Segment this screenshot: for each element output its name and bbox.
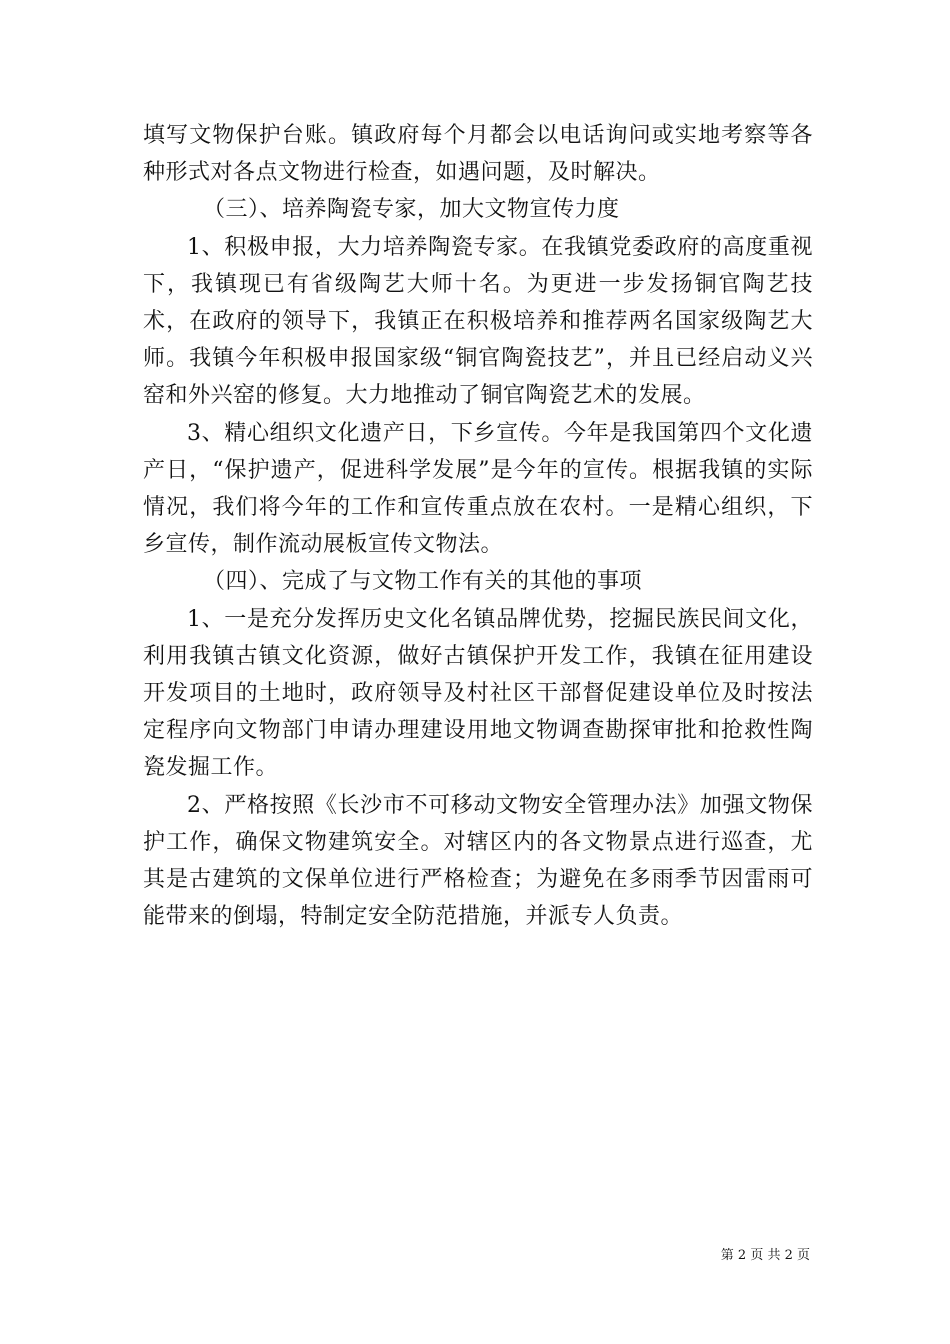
section-heading-four: （四）、完成了与文物工作有关的其他的事项	[203, 569, 643, 595]
paragraph-item-3-heritage-day: 3、精心组织文化遗产日，下乡宣传。今年是我国第四个文化遗产日，“保护遗产，促进科学发展”是今年的宣传。根据我镇的实际情况，我们将今年的工作和宣传重点放在农村。一是精心组织，下乡宣传，制作流动展板宣传文物法。	[143, 420, 813, 558]
paragraph-item-1-culture: 1、一是充分发挥历史文化名镇品牌优势，挖掘民族民间文化，利用我镇古镇文化资源，做好古镇保护开发工作，我镇在征用建设开发项目的土地时，政府领导及村社区干部督促建设单位及时按法定程序向文物部门申请办理建设用地文物调查勘探审批和抢救性陶瓷发掘工作。	[143, 606, 813, 781]
page-number-footer: 第 2 页 共 2 页	[720, 1248, 810, 1263]
section-heading-three: （三）、培养陶瓷专家，加大文物宣传力度	[203, 197, 620, 223]
paragraph-item-1-experts: 1、积极申报，大力培养陶瓷专家。在我镇党委政府的高度重视下，我镇现已有省级陶艺大师十名。为更进一步发扬铜官陶艺技术，在政府的领导下，我镇正在积极培养和推荐两名国家级陶艺大师。我镇今年积极申报国家级“铜官陶瓷技艺”，并且已经启动义兴窑和外兴窑的修复。大力地推动了铜官陶瓷艺术的发展。	[143, 234, 813, 409]
paragraph-continuation: 填写文物保护台账。镇政府每个月都会以电话询问或实地考察等各种形式对各点文物进行检查，如遇问题，及时解决。	[143, 123, 813, 186]
document-body	[143, 117, 813, 935]
paragraph-item-2-safety: 2、严格按照《长沙市不可移动文物安全管理办法》加强文物保护工作，确保文物建筑安全。对辖区内的各文物景点进行巡查，尤其是古建筑的文保单位进行严格检查；为避免在多雨季节因雷雨可能带来的倒塌，特制定安全防范措施，并派专人负责。	[143, 792, 813, 930]
